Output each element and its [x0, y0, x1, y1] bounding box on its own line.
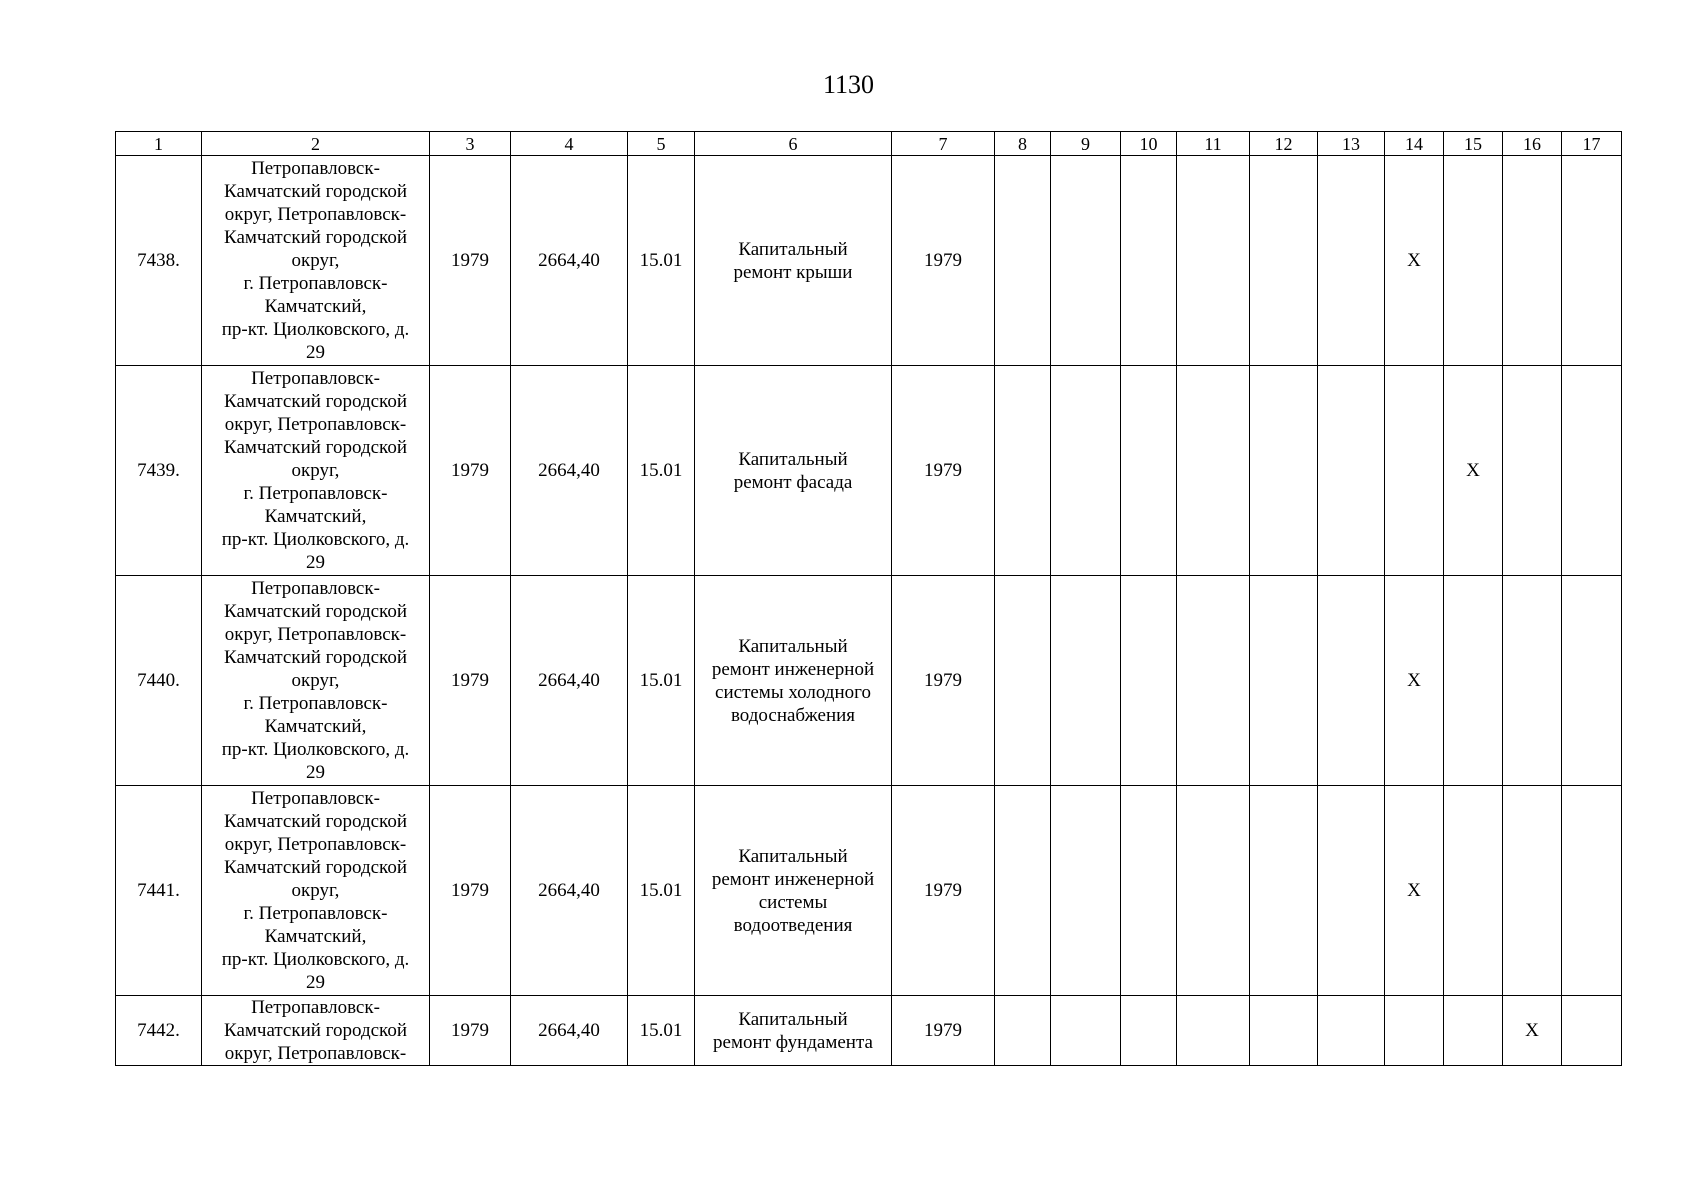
mark-cell-col16	[1503, 786, 1562, 996]
area-cell: 2664,40	[511, 156, 628, 366]
empty-cell	[1177, 366, 1250, 576]
mark-cell-col16	[1503, 156, 1562, 366]
empty-cell	[1177, 156, 1250, 366]
row-number: 7439.	[116, 366, 202, 576]
column-header: 1	[116, 132, 202, 156]
empty-cell	[995, 576, 1051, 786]
column-header: 4	[511, 132, 628, 156]
mark-cell-col16	[1503, 576, 1562, 786]
empty-cell	[1250, 576, 1318, 786]
year-cell: 1979	[430, 996, 511, 1066]
empty-cell	[995, 156, 1051, 366]
column-header: 6	[695, 132, 892, 156]
column-header: 12	[1250, 132, 1318, 156]
empty-cell	[1318, 996, 1385, 1066]
mark-cell-col14	[1385, 996, 1444, 1066]
header-row	[116, 132, 1622, 156]
repair-schedule-table	[115, 131, 1622, 1066]
empty-cell	[1562, 366, 1622, 576]
plan-year-cell: 1979	[892, 786, 995, 996]
mark-cell-col15	[1444, 996, 1503, 1066]
page-number: 1130	[822, 70, 875, 99]
plan-year-cell: 1979	[892, 366, 995, 576]
empty-cell	[1318, 156, 1385, 366]
empty-cell	[1318, 786, 1385, 996]
empty-cell	[1177, 576, 1250, 786]
column-header: 15	[1444, 132, 1503, 156]
row-number: 7440.	[116, 576, 202, 786]
column-header: 7	[892, 132, 995, 156]
mark-cell-col15	[1444, 576, 1503, 786]
empty-cell	[1318, 366, 1385, 576]
empty-cell	[995, 366, 1051, 576]
column-header: 10	[1121, 132, 1177, 156]
area-cell: 2664,40	[511, 786, 628, 996]
empty-cell	[1121, 996, 1177, 1066]
work-type-cell: Капитальный ремонт фасада	[695, 366, 892, 576]
mark-cell-col14	[1385, 366, 1444, 576]
empty-cell	[1051, 996, 1121, 1066]
year-cell: 1979	[430, 156, 511, 366]
mark-cell-col15	[1444, 156, 1503, 366]
mark-cell-col15: X	[1444, 366, 1503, 576]
mark-cell-col15	[1444, 786, 1503, 996]
plan-year-cell: 1979	[892, 576, 995, 786]
empty-cell	[1562, 576, 1622, 786]
work-type-cell: Капитальный ремонт крыши	[695, 156, 892, 366]
year-cell: 1979	[430, 366, 511, 576]
row-number: 7438.	[116, 156, 202, 366]
empty-cell	[1250, 366, 1318, 576]
area-cell: 2664,40	[511, 996, 628, 1066]
year-cell: 1979	[430, 576, 511, 786]
work-type-cell: Капитальный ремонт инженерной системы водоотведения	[695, 786, 892, 996]
column-header: 16	[1503, 132, 1562, 156]
address-cell: Петропавловск- Камчатский городской округ, Петропавловск- Камчатский городской округ, г. Петропавловск- Камчатский, пр-кт. Циолковского, д. 29	[202, 366, 430, 576]
address-cell: Петропавловск- Камчатский городской округ, Петропавловск-	[202, 996, 430, 1066]
empty-cell	[1121, 786, 1177, 996]
column-header: 5	[628, 132, 695, 156]
plan-year-cell: 1979	[892, 156, 995, 366]
table-row	[116, 576, 1622, 786]
column-header: 2	[202, 132, 430, 156]
address-cell: Петропавловск- Камчатский городской округ, Петропавловск- Камчатский городской округ, г. Петропавловск- Камчатский, пр-кт. Циолковского, д. 29	[202, 156, 430, 366]
empty-cell	[1051, 576, 1121, 786]
column-header: 14	[1385, 132, 1444, 156]
mark-cell-col14: X	[1385, 786, 1444, 996]
code-cell: 15.01	[628, 366, 695, 576]
empty-cell	[1051, 156, 1121, 366]
empty-cell	[1121, 366, 1177, 576]
work-type-cell: Капитальный ремонт фундамента	[695, 996, 892, 1066]
empty-cell	[1121, 576, 1177, 786]
empty-cell	[1318, 576, 1385, 786]
mark-cell-col16	[1503, 366, 1562, 576]
empty-cell	[1051, 786, 1121, 996]
mark-cell-col16: X	[1503, 996, 1562, 1066]
column-header: 17	[1562, 132, 1622, 156]
work-type-cell: Капитальный ремонт инженерной системы холодного водоснабжения	[695, 576, 892, 786]
row-number: 7442.	[116, 996, 202, 1066]
area-cell: 2664,40	[511, 576, 628, 786]
code-cell: 15.01	[628, 156, 695, 366]
column-header: 11	[1177, 132, 1250, 156]
plan-year-cell: 1979	[892, 996, 995, 1066]
table-row	[116, 996, 1622, 1066]
column-header: 13	[1318, 132, 1385, 156]
mark-cell-col14: X	[1385, 576, 1444, 786]
empty-cell	[1250, 786, 1318, 996]
empty-cell	[1177, 996, 1250, 1066]
area-cell: 2664,40	[511, 366, 628, 576]
code-cell: 15.01	[628, 786, 695, 996]
empty-cell	[1562, 996, 1622, 1066]
column-header: 3	[430, 132, 511, 156]
column-header: 8	[995, 132, 1051, 156]
empty-cell	[995, 996, 1051, 1066]
empty-cell	[1051, 366, 1121, 576]
address-cell: Петропавловск- Камчатский городской округ, Петропавловск- Камчатский городской округ, г. Петропавловск- Камчатский, пр-кт. Циолковского, д. 29	[202, 786, 430, 996]
empty-cell	[1562, 156, 1622, 366]
table-row	[116, 156, 1622, 366]
address-cell: Петропавловск- Камчатский городской округ, Петропавловск- Камчатский городской округ, г. Петропавловск- Камчатский, пр-кт. Циолковского, д. 29	[202, 576, 430, 786]
empty-cell	[1250, 996, 1318, 1066]
empty-cell	[995, 786, 1051, 996]
empty-cell	[1562, 786, 1622, 996]
mark-cell-col14: X	[1385, 156, 1444, 366]
empty-cell	[1121, 156, 1177, 366]
empty-cell	[1250, 156, 1318, 366]
code-cell: 15.01	[628, 996, 695, 1066]
code-cell: 15.01	[628, 576, 695, 786]
year-cell: 1979	[430, 786, 511, 996]
empty-cell	[1177, 786, 1250, 996]
table-row	[116, 366, 1622, 576]
row-number: 7441.	[116, 786, 202, 996]
column-header: 9	[1051, 132, 1121, 156]
table-row	[116, 786, 1622, 996]
